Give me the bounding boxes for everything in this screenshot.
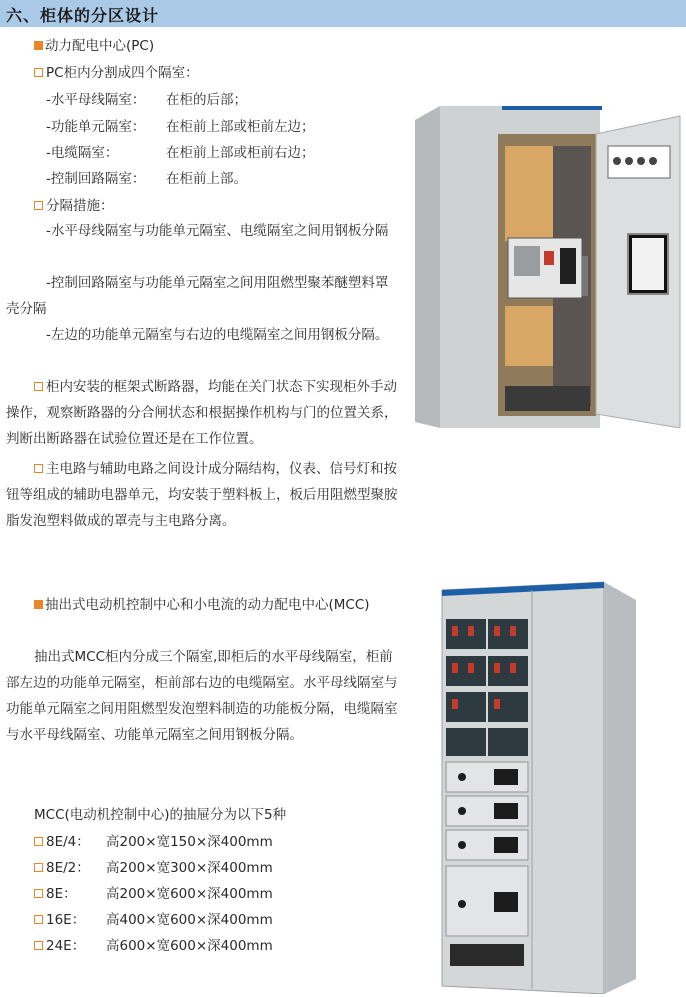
pc-paragraph-circuit: 主电路与辅助电路之间设计成分隔结构，仪表、信号灯和按钮等组成的辅助电器单元，均安装于塑料板上，板后用阻燃型聚胺脂发泡塑料做成的罩壳与主电路分离。 bbox=[6, 461, 398, 529]
drawer-title: MCC(电动机控制中心)的抽屉分为以下5种 bbox=[34, 807, 287, 823]
measure-item: -水平母线隔室与功能单元隔室、电缆隔室之间用钢板分隔 bbox=[46, 223, 389, 239]
measure-item: -左边的功能单元隔室与右边的电缆隔室之间用钢板分隔。 bbox=[46, 327, 389, 343]
mcc-paragraph: 抽出式MCC柜内分成三个隔室,即柜后的水平母线隔室，柜前部左边的功能单元隔室，柜前部右边的电缆隔室。水平母线隔室与功能单元隔室之间用阻燃型发泡塑料制造的功能板分隔，电缆隔室与水平母线隔室、功能单元隔室之间用钢板分隔。 bbox=[6, 649, 398, 743]
open-square-bullet-icon bbox=[34, 382, 43, 391]
measure-item: -控制回路隔室与功能单元隔室之间用阻燃型聚苯醚塑料罩壳分隔 bbox=[6, 275, 389, 317]
open-square-bullet-icon bbox=[34, 464, 43, 473]
mcc-heading: 抽出式电动机控制中心和小电流的动力配电中心(MCC) bbox=[6, 592, 398, 618]
open-square-bullet-icon bbox=[34, 837, 43, 846]
compartment-row: -水平母线隔室： 在柜的后部； bbox=[46, 92, 247, 108]
drawer-row: 24E： 高600×宽600×深400mm bbox=[34, 937, 85, 955]
pc-intro: PC柜内分割成四个隔室： bbox=[34, 64, 199, 82]
pc-paragraph-breaker: 柜内安装的框架式断路器，均能在关门状态下实现柜外手动操作，观察断路器的分合闸状态和根据操作机构与门的位置关系，判断出断路器在试验位置还是在工作位置。 bbox=[6, 379, 398, 447]
measures-label: 分隔措施： bbox=[34, 197, 114, 215]
open-square-bullet-icon bbox=[34, 915, 43, 924]
pc-heading: 动力配电中心(PC) bbox=[34, 37, 154, 55]
drawer-row: 16E： 高400×宽600×深400mm bbox=[34, 911, 85, 929]
section-title: 六、柜体的分区设计 bbox=[6, 6, 160, 25]
compartment-row: -控制回路隔室： 在柜前上部。 bbox=[46, 171, 247, 187]
open-square-bullet-icon bbox=[34, 863, 43, 872]
open-square-bullet-icon bbox=[34, 201, 43, 210]
open-square-bullet-icon bbox=[34, 889, 43, 898]
section-header bbox=[0, 0, 686, 27]
filled-square-bullet-icon bbox=[34, 600, 43, 609]
mcc-cabinet-photo bbox=[424, 574, 644, 994]
filled-square-bullet-icon bbox=[34, 41, 43, 50]
pc-cabinet-photo bbox=[410, 106, 686, 428]
drawer-row: 8E/2： 高200×宽300×深400mm bbox=[34, 859, 90, 877]
compartment-row: -功能单元隔室： 在柜前上部或柜前左边； bbox=[46, 119, 315, 135]
open-square-bullet-icon bbox=[34, 941, 43, 950]
drawer-row: 8E： 高200×宽600×深400mm bbox=[34, 885, 77, 903]
open-square-bullet-icon bbox=[34, 68, 43, 77]
drawer-row: 8E/4： 高200×宽150×深400mm bbox=[34, 833, 90, 851]
compartment-row: -电缆隔室： 在柜前上部或柜前右边； bbox=[46, 145, 315, 161]
